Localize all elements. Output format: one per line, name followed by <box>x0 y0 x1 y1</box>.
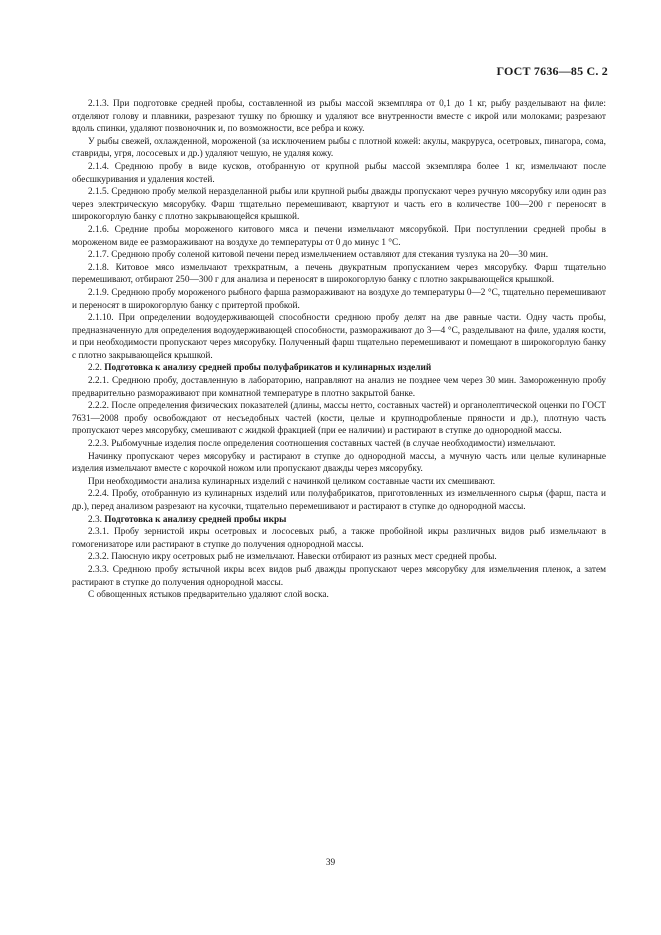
paragraph-2-1-5: 2.1.5. Среднюю пробу мелкой неразделанной рыбы или крупной рыбы дважды пропускают через ручную мясорубку или один раз через электрическую мясорубку. Фарш тщательно перемешивают, квартуют и часть его в количестве 100—200 г переносят в широкогорлую банку с плотно закрывающейся крышкой. <box>72 187 606 223</box>
page-number: 39 <box>325 858 336 868</box>
paragraph-2-3-2: 2.3.2. Паюсную икру осетровых рыб не измельчают. Навески отбирают из разных мест средней пробы. <box>88 552 497 563</box>
paragraph-fish-scales: У рыбы свежей, охлажденной, мороженой (за исключением рыбы с плотной кожей: акулы, макруруса, осетровых, пинагора, сома, ставриды, угря, лососевых и др.) удаляют чешую, не удаляя кожу. <box>72 136 606 160</box>
paragraph-2-1-6: 2.1.6. Средние пробы мороженого китового мяса и печени измельчают мясорубкой. При поступлении средней пробы в мороженом виде ее размораживают на воздухе до температуры от 0 до минус 1 °С. <box>72 224 606 248</box>
paragraph-2-3-1: 2.3.1. Пробу зернистой икры осетровых и лососевых рыб, а также пробойной икры различных видов рыб измельчают в гомогенизаторе или растирают в ступке до получения однородной массы. <box>72 527 606 550</box>
paragraph-2-2-2: 2.2.2. После определения физических показателей (длины, массы нетто, составных частей) и органолептической оценки по ГОСТ 7631—2008 пробу освобождают от несъедобных частей (кости, целые и крупнодробленые пряности и др.), плотную часть пропускают через мясорубку, смешивают с жидкой фракцией (при ее наличии) и растирают в ступке до однородной массы. <box>72 401 606 437</box>
document-body <box>72 98 606 602</box>
section-heading-2-3 <box>72 514 606 527</box>
paragraph-2-1-3: 2.1.3. При подготовке средней пробы, составленной из рыбы массой экземпляра от 0,1 до 1 кг, рыбу разделывают на филе: отделяют голову и плавники, разрезают тушку по брюшку и удаляют все внутренности вместе с икрой или молоками; разрезают вдоль спинки, удаляют позвоночник и, по возможности, все ребра и кожу. <box>72 99 606 135</box>
section-number: 2.3. <box>88 514 102 525</box>
paragraph-2-1-8: 2.1.8. Китовое мясо измельчают трехкратным, а печень двукратным пропусканием через мясорубку. Фарш тщательно перемешивают, отбирают 250—300 г для анализа и переносят в широкогорлую банку с плотно закрывающейся крышкой. <box>72 262 606 286</box>
section-number: 2.2. <box>88 363 102 374</box>
paragraph-2-2-3: 2.2.3. Рыбомучные изделия после определения соотношения составных частей (в случае необходимости) измельчают. <box>88 439 556 450</box>
section-heading-2-2 <box>72 362 606 375</box>
paragraph-2-2-1: 2.2.1. Среднюю пробу, доставленную в лабораторию, направляют на анализ не позднее чем через 30 мин. Замороженную пробу предварительно размораживают при комнатной температуре в плотно закрытой банке. <box>72 376 606 399</box>
paragraph-2-1-10: 2.1.10. При определении водоудерживающей способности среднюю пробу делят на две равные части. Одну часть пробы, предназначенную для определения водоудерживающей способности, размораживают до 3—4 °С, разделывают на филе, удаляя кости, и при необходимости пропускают через мясорубку. Полученный фарш тщательно перемешивают и помещают в широкогорлую банку с плотно закрывающейся крышкой. <box>72 313 606 361</box>
paragraph-2-2-4: 2.2.4. Пробу, отобранную из кулинарных изделий или полуфабрикатов, приготовленных из измельченного сырья (фарш, паста и др.), перед анализом разрезают на кусочки, тщательно перемешивают и растирают в ступке до однородной массы. <box>72 489 606 512</box>
paragraph-whole-items: При необходимости анализа кулинарных изделий с начинкой целиком составные части их смешивают. <box>88 476 496 487</box>
section-title: Подготовка к анализу средней пробы икры <box>104 514 287 525</box>
paragraph-filling: Начинку пропускают через мясорубку и растирают в ступке до однородной массы, а мучную часть или целые кулинарные изделия измельчают вместе с корочкой ножом или пропускают дважды через мясорубку. <box>72 451 606 475</box>
paragraph-2-3-3: 2.3.3. Среднюю пробу ястычной икры всех видов рыб дважды пропускают через мясорубку для измельчения пленок, а затем растирают в ступке до получения однородной массы. <box>72 564 606 588</box>
paragraph-2-1-9: 2.1.9. Среднюю пробу мороженого рыбного фарша размораживают на воздухе до температуры 0—2 °С, тщательно перемешивают и переносят в широкогорлую банку с притертой пробкой. <box>72 287 606 311</box>
page-header: ГОСТ 7636—85 С. 2 <box>496 64 608 78</box>
section-title: Подготовка к анализу средней пробы полуфабрикатов и кулинарных изделий <box>104 363 432 374</box>
paragraph-2-1-4: 2.1.4. Среднюю пробу в виде кусков, отобранную от крупной рыбы массой экземпляра более 1 кг, измельчают после обесшкуривания и удаления костей. <box>72 161 606 185</box>
paragraph-wax-removal: С обвощенных ястыков предварительно удаляют слой воска. <box>88 590 329 601</box>
paragraph-2-1-7: 2.1.7. Среднюю пробу соленой китовой печени перед измельчением оставляют для стекания тузлука на 20—30 мин. <box>88 250 549 261</box>
